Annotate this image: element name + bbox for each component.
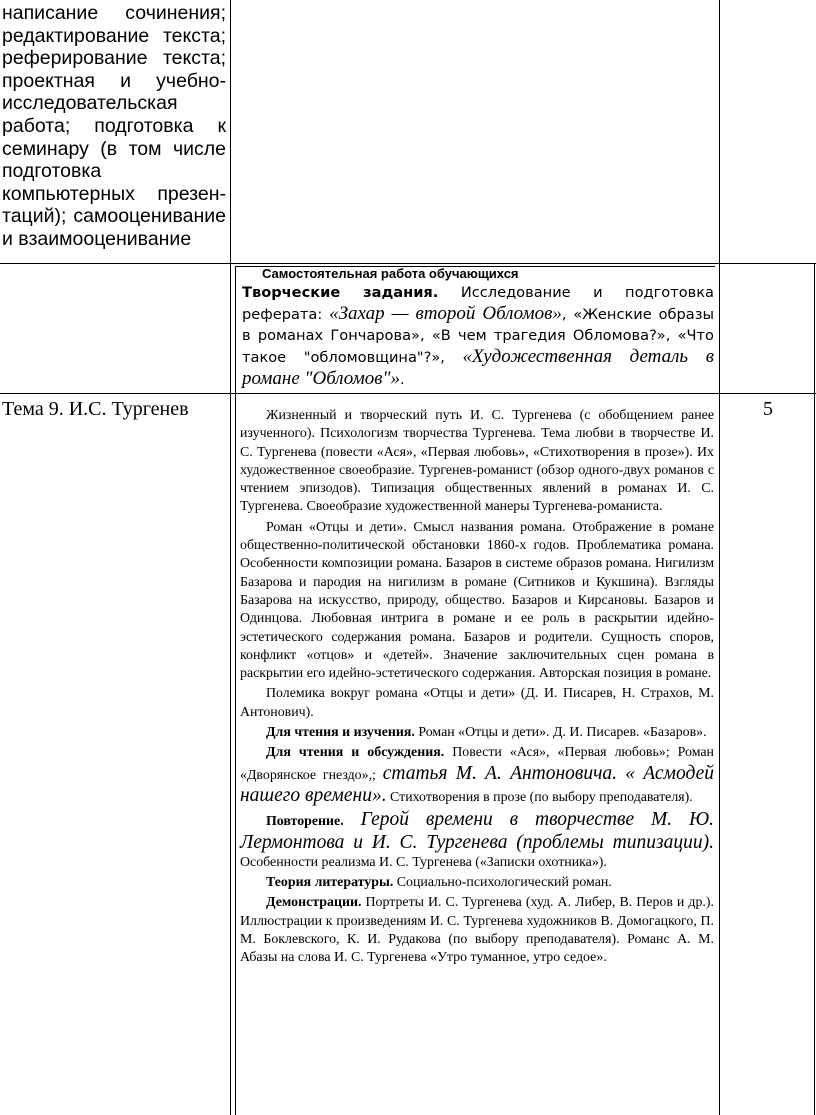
content-paragraph: Полемика вокруг романа «Отцы и дети» (Д. И. Писарев, Н. Страхов, М. Антонович). [240,686,714,720]
creative-tasks-italic1: «Захар — второй Обломов» [329,303,562,324]
reading-study-text: Роман «Отцы и дети». Д. И. Писарев. «Базаров». [414,725,707,741]
content-paragraph: Жизненный и творческий путь И. С. Тургенева (с обобщением ранее изученного). Психологизм творчества Тургенева. Тема любви в творчестве И. С. Тургенева (повести «Ася», «Первая любовь», «Стихотворения в прозе»). Их художественное своеобразие. Тургенев-романист (обзор одного-двух романов с чтением эпизодов). Типизация общественных явлений в романах И. С. Тургенева. Своеобразие художественной манеры Тургенева-романиста. [240,408,714,515]
creative-tasks-label: Творческие задания. [242,284,439,301]
demonstrations-text: Портреты И. С. Тургенева (худ. А. Либер, В. Перов и др.). Иллюстрации к произведениям И. С. Тургенева художников В. Домогацкого, П. М. Боклевского, К. И. Рудакова (по выбору преподавателя). Романс А. М. Абазы на слова И. С. Тургенева «Утро туманное, утро седое». [240,895,714,966]
creative-tasks-text1: Исследование и подготовка реферата: [242,284,715,323]
reading-discussion-paragraph [240,744,714,807]
table-border-row1-bottom [0,263,816,264]
independent-work-heading: Самостоятельная работа обучающихся [262,266,519,281]
creative-tasks-text2: , «Женские образы в романах Гончарова», «В чем трагедия Обломова?», «Что такое "обломовщина"?», [242,306,714,366]
table-border-inner-left [235,266,236,1115]
topic-content-cell [240,407,714,970]
table-border-mid-col [719,0,720,1115]
reading-study-paragraph [240,724,714,742]
repetition-text: Особенности реализма И. С. Тургенева («Записки охотника»). [240,854,607,870]
reading-discussion-text1: Повести «Ася», «Первая любовь»; Роман «Дворянское гнездо»,; [240,745,714,783]
reading-study-label: Для чтения и изучения. [266,725,415,741]
creative-tasks-italic2: «Художественная деталь в романе "Обломов"» [242,346,714,389]
demonstrations-paragraph [240,894,714,967]
table-border-right-col [814,264,815,1115]
table-border-row2-bottom [0,393,816,394]
independent-work-cell [242,265,714,390]
repetition-label: Повторение. [266,814,344,830]
reading-discussion-label: Для чтения и обсуждения. [266,745,445,761]
activity-types-cell: написание сочинения; редактирование текста; реферирование текста; проектная и учебно-исследовательская работа; подготовка к семинару (в том числе подготовка компьютерных презен-таций); самооценивание и взаимооценивание [2,2,226,250]
theory-text: Социально-психологический роман. [393,875,612,891]
reading-discussion-text2: Стихотворения в прозе (по выбору преподавателя). [386,789,693,805]
demonstrations-label: Демонстрации. [266,895,362,911]
theory-paragraph [240,874,714,892]
content-paragraph: Роман «Отцы и дети». Смысл названия романа. Отображение в романе общественно-политической обстановки 1860-х годов. Проблематика романа. Особенности композиции романа. Базаров в системе образов романа. Нигилизм Базарова и пародия на нигилизм в романе (Ситников и Кукшина). Взгляды Базарова на искусство, природу, общество. Базаров и Кирсановы. Базаров и Одинцова. Любовная интрига в романе и ее роль в раскрытии идейно-эстетического содержания романа. Базаров и родители. Сущность споров, конфликт «отцов» и «детей». Значение заключительных сцен романа в раскрытии его идейно-эстетического содержания. Авторская позиция в романе. [240,519,714,682]
theory-label: Теория литературы. [266,875,394,891]
topic-title: Тема 9. И.С. Тургенев [2,398,189,420]
repetition-italic: Герой времени в творчестве М. Ю. Лермонтова и И. С. Тургенева (проблемы типизации). [240,809,714,853]
hours-count: 5 [763,398,773,420]
creative-tasks-text3: . [399,371,405,388]
table-border-left-col [230,0,231,1115]
reading-discussion-italic: статья М. А. Антоновича. « Асмодей нашего времени». [240,762,714,806]
repetition-paragraph [240,809,714,872]
creative-tasks-text [242,282,714,390]
